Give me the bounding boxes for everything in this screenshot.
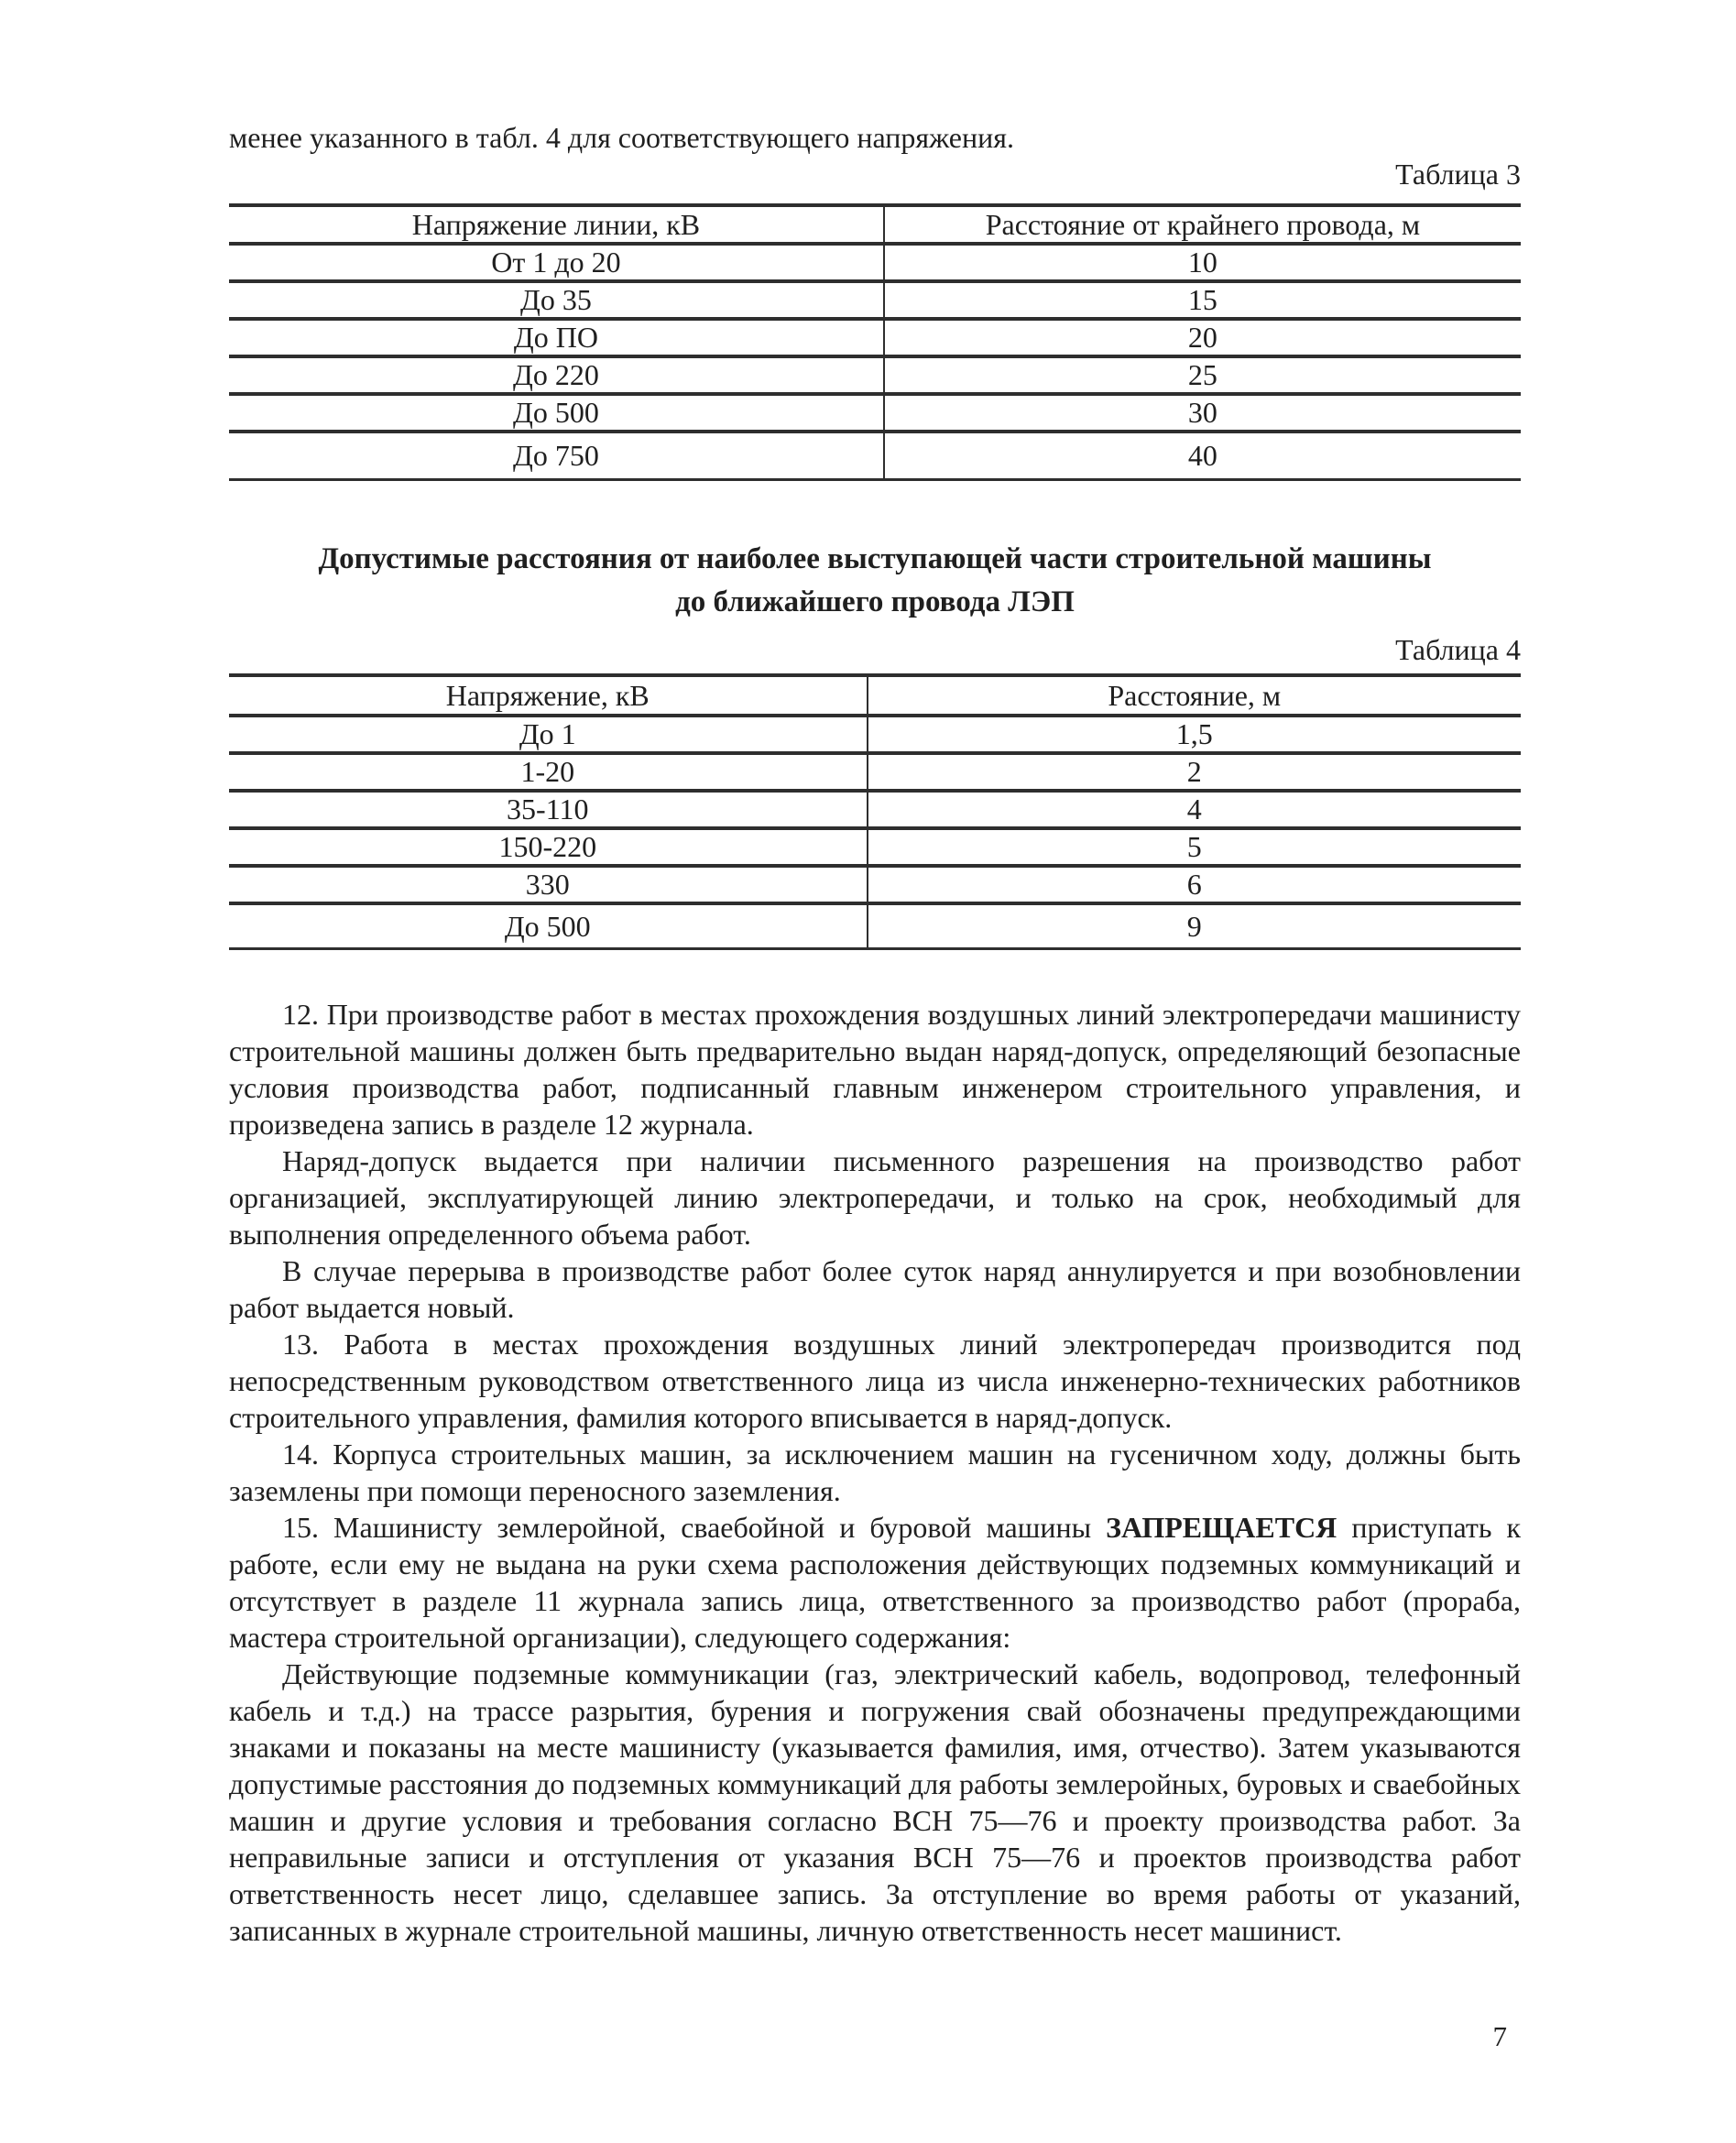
table-cell: 30	[884, 394, 1521, 432]
table-row	[229, 716, 1521, 753]
table-row	[229, 753, 1521, 791]
section-heading-line2: до ближайшего провода ЛЭП	[675, 585, 1075, 618]
table4-header-voltage: Напряжение, кВ	[229, 675, 868, 716]
table-row	[229, 903, 1521, 949]
table3	[229, 203, 1521, 481]
table-cell: 25	[884, 356, 1521, 394]
table-row	[229, 244, 1521, 281]
table4-header-distance: Расстояние, м	[868, 675, 1521, 716]
table-cell: До ПО	[229, 319, 884, 356]
table4	[229, 673, 1521, 950]
intro-line: менее указанного в табл. 4 для соответствующего напряжения.	[229, 121, 1014, 154]
table-cell: 40	[884, 432, 1521, 480]
table-cell: До 500	[229, 903, 868, 949]
table-cell: До 750	[229, 432, 884, 480]
paragraph	[229, 1143, 1521, 1252]
page-content	[229, 0, 1521, 1949]
table-cell: 20	[884, 319, 1521, 356]
paragraph-text: 13. Работа в местах прохождения воздушных линий электропередач производится под непосредственным руководством ответственного лица из числа инженерно-технических работников строительного управления, фамилия которого вписывается в наряд-допуск.	[229, 1328, 1521, 1434]
table-row	[229, 356, 1521, 394]
table-cell: 5	[868, 828, 1521, 866]
paragraph-text: 14. Корпуса строительных машин, за исключением машин на гусеничном ходу, должны быть заземлены при помощи переносного заземления.	[229, 1438, 1521, 1507]
table4-label: Таблица 4	[1395, 633, 1521, 666]
paragraph-text: Действующие подземные коммуникации (газ, электрический кабель, водопровод, телефонный кабель и т.д.) на трассе разрытия, бурения и погружения свай обозначены предупреждающими знаками и показаны на месте машинисту (указывается фамилия, имя, отчество). Затем указываются допустимые расстояния до подземных коммуникаций для работы землеройных, буровых и сваебойных машин и другие условия и требования согласно ВСН 75—76 и проекту производства работ. За неправильные записи и отступления от указания ВСН 75—76 и проектов производства работ ответственность несет лицо, сделавшее запись. За отступление во время работы от указаний, записанных в журнале строительной машины, личную ответственность несет машинист.	[229, 1657, 1521, 1947]
paragraph	[229, 1436, 1521, 1509]
table-row	[229, 828, 1521, 866]
table-cell: До 220	[229, 356, 884, 394]
paragraph-text: 12. При производстве работ в местах прохождения воздушных линий электропередачи машинисту строительной машины должен быть предварительно выдан наряд-допуск, определяющий безопасные условия производства работ, подписанный главным инженером строительного управления, и произведена запись в разделе 12 журнала.	[229, 998, 1521, 1141]
table-row	[229, 791, 1521, 828]
table-row	[229, 432, 1521, 480]
page-number: 7	[1492, 2020, 1507, 2052]
paragraph-text: 15. Машинисту землеройной, сваебойной и буровой машины	[282, 1511, 1107, 1544]
table3-label: Таблица 3	[1395, 158, 1521, 191]
table-cell: 2	[868, 753, 1521, 791]
table3-header-row	[229, 205, 1521, 244]
table-cell: 10	[884, 244, 1521, 281]
table-cell: 330	[229, 866, 868, 903]
table-cell: 15	[884, 281, 1521, 319]
table-row	[229, 866, 1521, 903]
table-cell: До 35	[229, 281, 884, 319]
paragraph	[229, 996, 1521, 1143]
table-cell: До 1	[229, 716, 868, 753]
table-row	[229, 394, 1521, 432]
paragraph	[229, 1252, 1521, 1326]
table-cell: До 500	[229, 394, 884, 432]
table3-header-voltage: Напряжение линии, кВ	[229, 205, 884, 244]
paragraph	[229, 1656, 1521, 1949]
body-paragraphs	[229, 996, 1521, 1949]
paragraph-text: приступать к работе, если ему не выдана на руки схема расположения действующих подземных коммуникаций и отсутствует в разделе 11 журнала запись лица, ответственного за производство работ (прораба, мастера строительной организации), следующего содержания:	[229, 1511, 1522, 1654]
table-cell: 35-110	[229, 791, 868, 828]
table-row	[229, 281, 1521, 319]
table-cell: 6	[868, 866, 1521, 903]
table-cell: 9	[868, 903, 1521, 949]
paragraph	[229, 1326, 1521, 1436]
table-row	[229, 319, 1521, 356]
section-heading	[229, 538, 1521, 624]
section-heading-line1: Допустимые расстояния от наиболее выступающей части строительной машины	[318, 542, 1432, 575]
table-cell: 1-20	[229, 753, 868, 791]
table4-header-row	[229, 675, 1521, 716]
table-cell: От 1 до 20	[229, 244, 884, 281]
paragraph-text: В случае перерыва в производстве работ более суток наряд аннулируется и при возобновлении работ выдается новый.	[229, 1254, 1521, 1324]
paragraph	[229, 1509, 1521, 1656]
table-cell: 1,5	[868, 716, 1521, 753]
table3-header-distance: Расстояние от крайнего провода, м	[884, 205, 1521, 244]
paragraph-text: Наряд-допуск выдается при наличии письменного разрешения на производство работ организацией, эксплуатирующей линию электропередачи, и только на срок, необходимый для выполнения определенного объема работ.	[229, 1144, 1521, 1251]
table-cell: 150-220	[229, 828, 868, 866]
bold-text: ЗАПРЕЩАЕТСЯ	[1106, 1511, 1337, 1544]
table-cell: 4	[868, 791, 1521, 828]
